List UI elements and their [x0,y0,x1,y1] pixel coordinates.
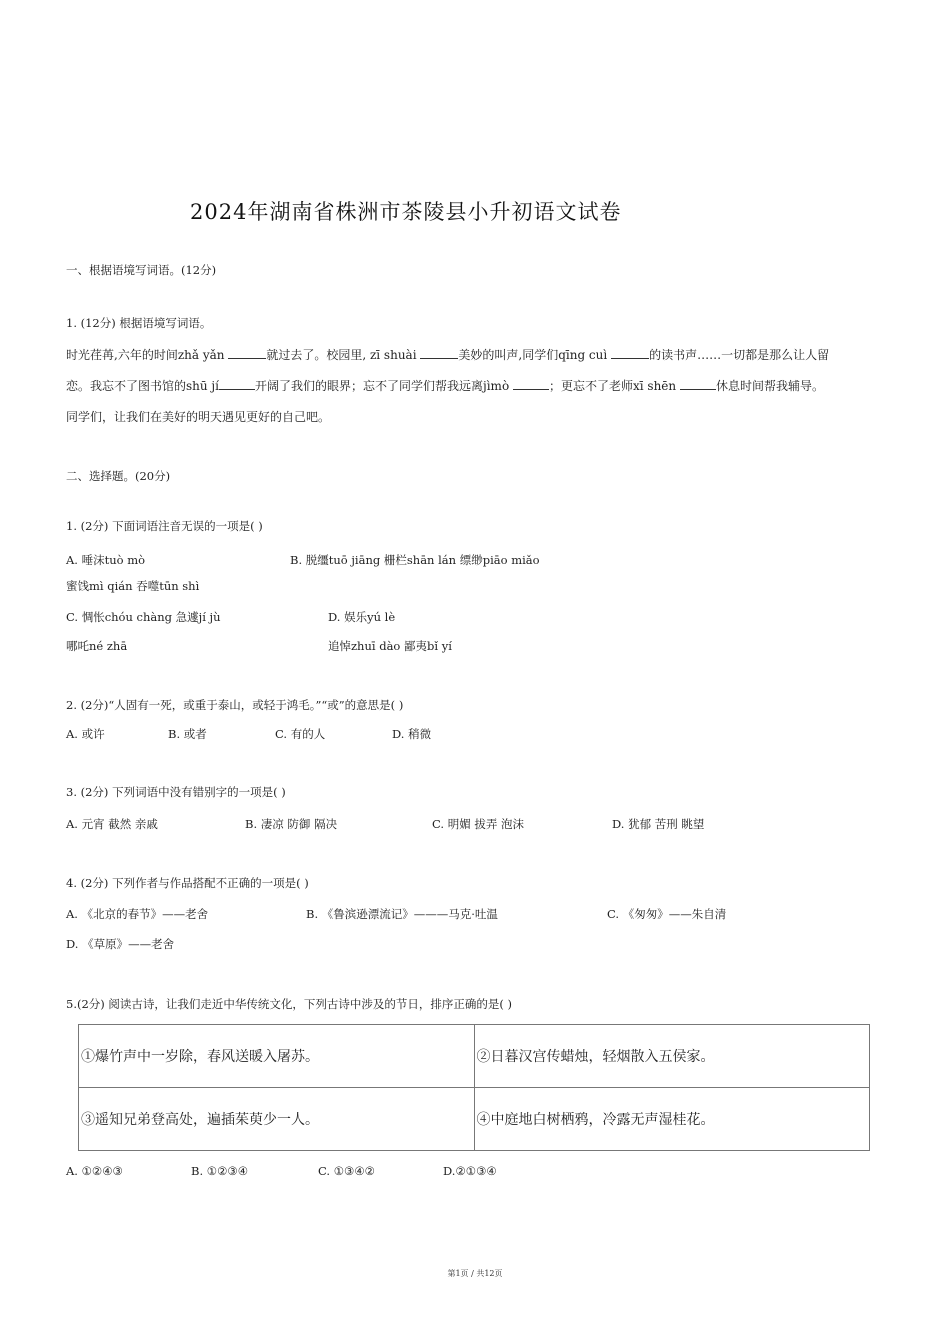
page-footer: 第1页 / 共12页 [447,1269,503,1278]
question-stem: 1. (2分) 下面词语注音无误的一项是( ) [66,519,263,533]
answer-blank[interactable] [680,379,716,390]
option-c[interactable]: C. ①③④② [318,1164,375,1178]
option-a[interactable]: A. ①②④③ [66,1164,123,1178]
passage-text: 的读书声……一切都是那么让人留 [649,348,830,362]
passage-text: 就过去了。校园里, zī shuài [266,348,417,362]
option-c[interactable]: C. 《匆匆》——朱自清 [607,907,727,921]
option-b[interactable]: B. ①②③④ [191,1164,249,1178]
option-b[interactable]: B. 或者 [168,727,207,741]
option-b[interactable]: B. 脱缰tuō jiāng 栅栏shān lán 缥缈piāo miǎo [290,553,540,567]
answer-blank[interactable] [219,379,255,390]
option-c[interactable]: C. 明媚 拔弄 泡沫 [432,817,525,831]
option-a[interactable]: A. 或许 [66,727,105,741]
passage-line-2 [66,377,824,394]
passage-line-3: 同学们，让我们在美好的明天遇见更好的自己吧。 [66,410,331,424]
option-d[interactable]: D.②①③④ [443,1164,497,1178]
option-a[interactable]: A. 元宵 截然 亲戚 [66,817,158,831]
passage-text: 开阔了我们的眼界；忘不了同学们帮我远离jìmò [255,379,510,393]
option-d[interactable]: D. 娱乐yú lè [328,610,396,624]
poem-cell: ③遥知兄弟登高处，遍插茱萸少一人。 [79,1088,475,1151]
section-heading-1: 一、根据语境写词语。(12分) [66,263,217,277]
option-c[interactable]: C. 有的人 [275,727,326,741]
poem-cell: ④中庭地白树栖鸦，冷露无声湿桂花。 [474,1088,870,1151]
poem-cell: ①爆竹声中一岁除，春风送暖入屠苏。 [79,1025,475,1088]
page-title: 2024年湖南省株洲市茶陵县小升初语文试卷 [190,200,622,224]
question-stem: 5.(2分) 阅读古诗，让我们走近中华传统文化，下列古诗中涉及的节日，排序正确的是( ) [66,997,513,1011]
section-heading-2: 二、选择题。(20分) [66,469,171,483]
option-a-continued: 蜜饯mì qián 吞噬tūn shì [66,579,200,593]
option-d[interactable]: D. 犹郁 苦刑 眺望 [612,817,705,831]
answer-blank[interactable] [420,348,458,359]
passage-text: 美妙的叫声,同学们qīng cuì [458,348,608,362]
question-stem: 1. (12分) 根据语境写词语。 [66,316,212,330]
option-a[interactable]: A. 唾沫tuò mò [66,553,146,567]
question-stem: 2. (2分)“人固有一死，或重于泰山，或轻于鸿毛。”“或”的意思是( ) [66,698,404,712]
question-stem: 4. (2分) 下列作者与作品搭配不正确的一项是( ) [66,876,309,890]
passage-text: 恋。我忘不了图书馆的shū jí [66,379,219,393]
passage-line-1 [66,346,829,363]
passage-text: 时光荏苒,六年的时间zhǎ yǎn [66,348,225,362]
option-d[interactable]: D. 稍微 [392,727,432,741]
option-b[interactable]: B. 凄凉 防御 隔决 [245,817,338,831]
option-c[interactable]: C. 惆怅chóu chàng 急遽jí jù [66,610,221,624]
poem-cell: ②日暮汉宫传蜡烛，轻烟散入五侯家。 [474,1025,870,1088]
question-stem: 3. (2分) 下列词语中没有错别字的一项是( ) [66,785,286,799]
option-d-continued: 追悼zhuī dào 鄙夷bǐ yí [328,639,452,653]
answer-blank[interactable] [228,348,266,359]
answer-blank[interactable] [611,348,649,359]
poem-table [78,1024,870,1151]
option-c-continued: 哪吒né zhā [66,639,128,653]
passage-text: ；更忘不了老师xī shēn [549,379,677,393]
option-b[interactable]: B. 《鲁滨逊漂流记》———马克·吐温 [306,907,498,921]
option-d[interactable]: D. 《草原》——老舍 [66,937,175,951]
option-a[interactable]: A. 《北京的春节》——老舍 [66,907,209,921]
answer-blank[interactable] [513,379,549,390]
passage-text: 休息时间帮我辅导。 [715,379,824,393]
